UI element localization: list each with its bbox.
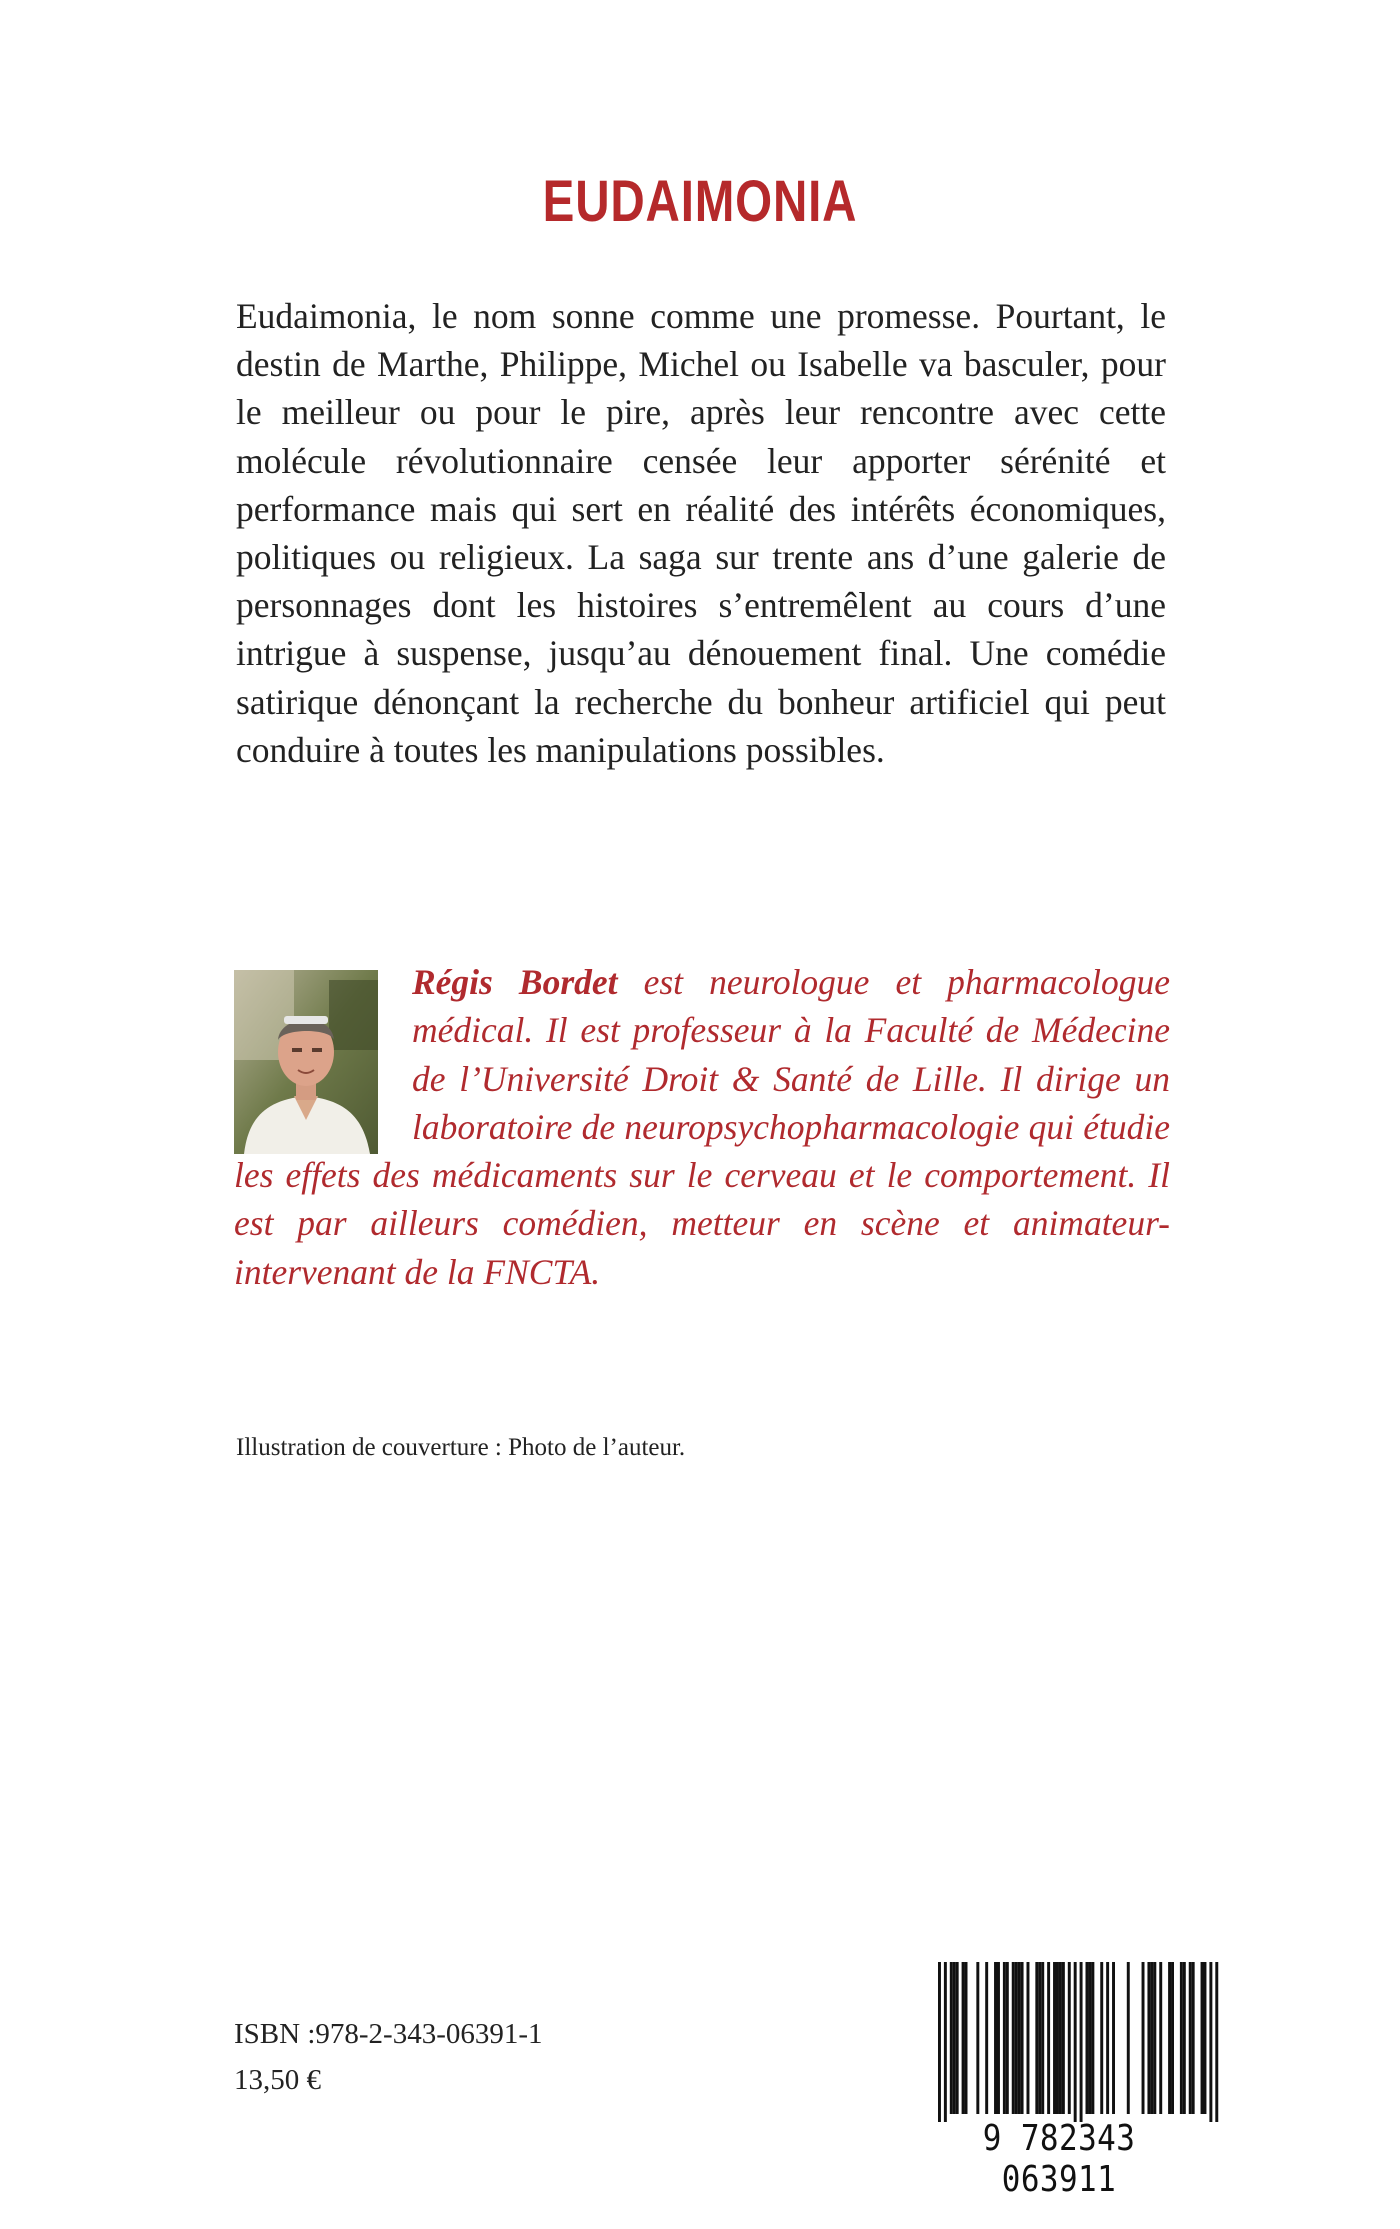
price: 13,50 € xyxy=(234,2064,321,2096)
barcode-bar xyxy=(976,1962,979,2114)
barcode-bar xyxy=(1053,1962,1056,2114)
barcode-bar xyxy=(1038,1962,1041,2114)
barcode-bar xyxy=(1047,1962,1050,2114)
author-photo xyxy=(234,970,378,1154)
barcode-bar xyxy=(1171,1962,1174,2114)
barcode-bar xyxy=(1068,1962,1071,2114)
barcode-bar xyxy=(1059,1962,1062,2114)
barcode-bar xyxy=(1142,1962,1145,2114)
barcode-bar xyxy=(1201,1962,1204,2114)
book-blurb: Eudaimonia, le nom sonne comme une promesse. Pourtant, le destin de Marthe, Philippe, Michel ou Isabelle va basculer, pour le meilleur ou pour le pire, après leur rencontre avec cette molécule révolutionnaire censée leur apporter sérénité et performance mais qui sert en réalité des intérêts économiques, politiques ou religieux. La saga sur trente ans d’une galerie de personnages dont les histoires s’entremêlent au cours d’une intrigue à suspense, jusqu’au dénouement final. Une comédie satirique dénonçant la recherche du bonheur artificiel qui peut conduire à toutes les manipulations possibles. xyxy=(236,296,1166,770)
barcode-bar xyxy=(1080,1962,1083,2122)
barcode-bar xyxy=(1209,1962,1212,2122)
barcode-bar xyxy=(1204,1962,1207,2114)
barcode-bar xyxy=(985,1962,988,2114)
author-bio-text: est neurologue et pharmacologue médical. Il est professeur à la Faculté de Médecine de l’Université Droit & Santé de Lille. Il dirige un laboratoire de neuropsychopharmacologie qui étudie les effets des médicaments sur le cerveau et le comportement. Il est par ailleurs comédien, metteur en scène et animateur-intervenant de la FNCTA. xyxy=(234,962,1170,1292)
barcode-bar xyxy=(1159,1962,1162,2114)
barcode-bar xyxy=(1035,1962,1038,2114)
barcode-bar xyxy=(994,1962,997,2114)
barcode-digits: 9 782343 063911 xyxy=(982,2118,1136,2200)
barcode-bar xyxy=(1015,1962,1018,2114)
barcode-bar xyxy=(962,1962,965,2114)
barcode-bar xyxy=(1006,1962,1009,2114)
barcode-bar xyxy=(1086,1962,1089,2114)
barcode-bar xyxy=(1147,1962,1150,2114)
barcode-bars xyxy=(930,1962,1228,2122)
barcode-bar xyxy=(1021,1962,1024,2114)
barcode-bar xyxy=(1189,1962,1192,2114)
cover-credit: Illustration de couverture : Photo de l’auteur. xyxy=(236,1434,686,1461)
barcode-bar xyxy=(1183,1962,1186,2114)
barcode-bar xyxy=(1127,1962,1130,2114)
barcode-bar xyxy=(1012,1962,1015,2114)
barcode-bar xyxy=(1180,1962,1183,2114)
author-name: Régis Bordet xyxy=(412,962,618,1002)
barcode-bar xyxy=(938,1962,941,2122)
barcode-bar xyxy=(1088,1962,1091,2114)
barcode xyxy=(930,1962,1228,2122)
barcode-bar xyxy=(956,1962,959,2114)
barcode-bar xyxy=(997,1962,1000,2114)
barcode-bar xyxy=(1106,1962,1109,2114)
barcode-bar xyxy=(1168,1962,1171,2114)
barcode-bar xyxy=(1074,1962,1077,2122)
barcode-bar xyxy=(1112,1962,1115,2114)
barcode-bar xyxy=(1027,1962,1030,2114)
barcode-bar xyxy=(1003,1962,1006,2114)
barcode-bar xyxy=(1091,1962,1094,2114)
barcode-bar xyxy=(944,1962,947,2122)
barcode-bar xyxy=(1041,1962,1044,2114)
barcode-bar xyxy=(1150,1962,1153,2114)
barcode-bar xyxy=(1153,1962,1156,2114)
barcode-bar xyxy=(965,1962,968,2114)
isbn: ISBN :978-2-343-06391-1 xyxy=(234,2018,543,2050)
barcode-bar xyxy=(950,1962,953,2114)
barcode-bar xyxy=(1018,1962,1021,2114)
barcode-bar xyxy=(1192,1962,1195,2114)
barcode-bar xyxy=(953,1962,956,2114)
barcode-bar xyxy=(1215,1962,1218,2122)
barcode-bar xyxy=(1100,1962,1103,2114)
barcode-bar xyxy=(1062,1962,1065,2114)
book-title: EUDAIMONIA xyxy=(542,169,858,234)
barcode-bar xyxy=(1056,1962,1059,2114)
